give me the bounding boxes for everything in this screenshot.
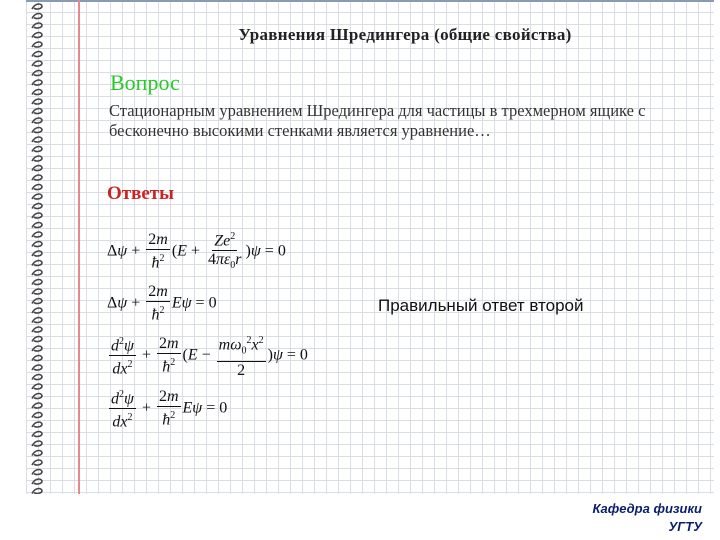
- question-text: Стационарным уравнением Шредингера для частицы в трехмерном ящике с бесконечно высокими стенками является уравнение…: [109, 101, 646, 140]
- footer-department: [593, 500, 702, 536]
- answers-heading: Ответы: [107, 183, 174, 204]
- question-heading: Вопрос: [110, 70, 180, 95]
- footer-line-1: Кафедра физики: [592, 501, 702, 516]
- answer-equation-4: $\frac{d^2\psi}{dx^2}$ + $\frac{2m}{ħ^2}$ Eψ = 0: [107, 386, 227, 432]
- notebook-spiral-binding: [30, 2, 44, 494]
- slide-title: Уравнения Шредингера (общие свойства): [238, 25, 572, 44]
- answer-equation-1: Δψ + $\frac{2m}{ħ^2}$ (E + $\frac{Ze^2}{4\pi\varepsilon_0r}$ )ψ = 0: [107, 228, 286, 276]
- margin-line: [78, 0, 80, 494]
- answer-equation-3: $\frac{d^2\psi}{dx^2}$ + $\frac{2m}{ħ^2}$ (E − $\frac{m\omega_0^2x^2}{2}$ )ψ = 0: [107, 332, 308, 380]
- slide-top-border: [26, 0, 714, 2]
- correct-answer-note: Правильный ответ второй: [378, 296, 584, 315]
- footer-line-2: УГТУ: [668, 519, 702, 534]
- answer-equation-2: Δψ + $\frac{2m}{ħ^2}$ Eψ = 0: [107, 283, 217, 324]
